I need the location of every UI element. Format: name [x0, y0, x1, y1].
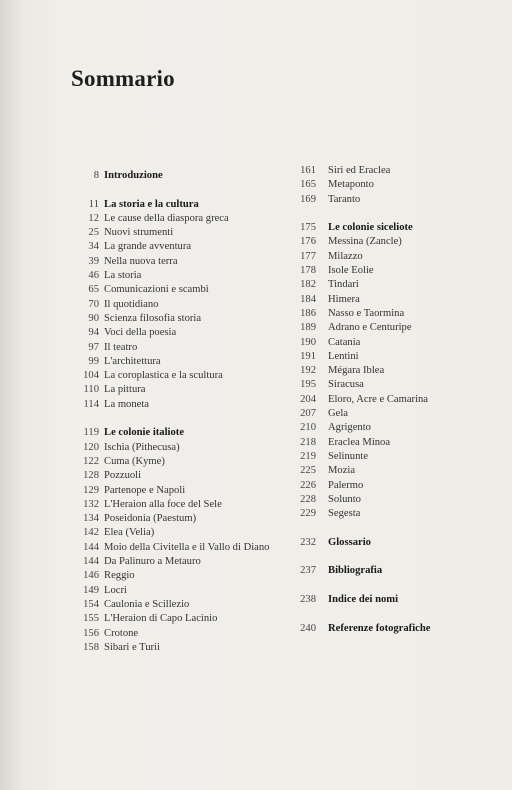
toc-entry [294, 421, 504, 435]
toc-page-number: 46 [88, 270, 99, 282]
toc-entry [78, 627, 288, 641]
toc-spacer [78, 412, 288, 426]
toc-page-number: 94 [88, 327, 99, 339]
toc-page-number: 8 [93, 170, 99, 181]
toc-page-number: 232 [300, 536, 316, 548]
toc-entry [78, 641, 288, 655]
toc-entry [78, 326, 288, 340]
toc-entry [294, 278, 504, 292]
toc-entry [294, 393, 504, 407]
toc-page-number: 70 [88, 298, 99, 310]
toc-entry-title: La storia e la cultura [104, 198, 199, 210]
toc-page-number: 225 [300, 465, 316, 477]
toc-entry-title: Catania [328, 336, 361, 348]
toc-entry [78, 612, 288, 626]
toc-entry-title: Siri ed Eraclea [328, 165, 391, 176]
toc-page-number: 204 [300, 393, 316, 405]
toc-entry [294, 378, 504, 392]
toc-entry-title: Introduzione [104, 170, 163, 181]
toc-page-number: 128 [83, 470, 99, 482]
toc-page-number: 207 [300, 408, 316, 420]
toc-page-number: 12 [88, 212, 99, 224]
toc-entry-title: Nuovi strumenti [104, 227, 174, 239]
toc-page-number: 240 [300, 622, 316, 634]
toc-entry [78, 555, 288, 569]
toc-spacer [294, 579, 504, 593]
toc-page-number: 39 [88, 255, 99, 267]
toc-spacer [294, 550, 504, 564]
toc-section-heading [294, 593, 504, 607]
toc-entry-title: Lentini [328, 350, 359, 362]
toc-page-number: 120 [83, 441, 99, 453]
toc-entry-title: Glossario [328, 536, 371, 548]
toc-entry-title: Selinunte [328, 450, 369, 462]
toc-entry-title: Tindari [328, 279, 359, 291]
toc-entry-title: Isole Eolie [328, 265, 374, 277]
toc-entry [78, 512, 288, 526]
toc-page-number: 178 [300, 265, 316, 277]
toc-entry [294, 250, 504, 264]
toc-page-number: 177 [300, 250, 316, 262]
toc-entry-title: Siracusa [328, 379, 364, 391]
toc-entry [294, 350, 504, 364]
toc-entry-title: Il teatro [104, 341, 138, 353]
toc-entry-title: La storia [104, 270, 142, 282]
toc-spacer [294, 607, 504, 621]
toc-entry [78, 455, 288, 469]
toc-entry [78, 255, 288, 269]
toc-entry-title: Agrigento [328, 422, 371, 434]
toc-page-number: 192 [300, 365, 316, 377]
toc-entry-title: Le colonie italiote [104, 427, 185, 439]
toc-entry-title: Elea (Velia) [104, 527, 155, 539]
toc-page-number: 90 [88, 312, 99, 324]
toc-page-number: 155 [83, 613, 99, 625]
toc-entry-title: Comunicazioni e scambi [104, 284, 209, 296]
toc-entry-title: Gela [328, 408, 348, 420]
toc-entry [294, 436, 504, 450]
toc-spacer [294, 207, 504, 221]
toc-page-number: 144 [83, 541, 99, 553]
toc-page-number: 175 [300, 222, 316, 234]
toc-entry [78, 469, 288, 483]
toc-page-number: 190 [300, 336, 316, 348]
toc-column-left [78, 169, 288, 655]
toc-entry [78, 441, 288, 455]
toc-entry [294, 193, 504, 207]
toc-entry-title: Metaponto [328, 179, 374, 191]
toc-entry-title: Le cause della diaspora greca [104, 212, 229, 224]
toc-entry-title: Adrano e Centuripe [328, 322, 412, 334]
toc-page-number: 238 [300, 593, 316, 605]
toc-page-number: 134 [83, 513, 99, 525]
toc-entry [78, 355, 288, 369]
toc-entry-title: Nella nuova terra [104, 255, 178, 267]
toc-page-number: 156 [83, 627, 99, 639]
toc-page-number: 104 [83, 370, 99, 382]
toc-entry-title: L'architettura [104, 355, 161, 367]
toc-page-number: 122 [83, 455, 99, 467]
toc-page-number: 99 [88, 355, 99, 367]
toc-entry [294, 336, 504, 350]
toc-entry-title: Mégara Iblea [328, 365, 385, 377]
toc-entry-title: Messina (Zancle) [328, 236, 402, 248]
toc-page-number: 210 [300, 422, 316, 434]
toc-entry-title: Cuma (Kyme) [104, 455, 165, 467]
toc-entry-title: Moio della Civitella e il Vallo di Diano [104, 541, 270, 553]
toc-page-number: 119 [83, 427, 99, 439]
toc-column-right [294, 164, 504, 636]
toc-entry-title: Eraclea Minoa [328, 436, 391, 448]
toc-page-number: 219 [300, 450, 316, 462]
toc-spacer [78, 183, 288, 197]
toc-page-number: 114 [83, 398, 99, 410]
toc-entry-title: Taranto [328, 193, 361, 205]
toc-page-number: 154 [83, 598, 99, 610]
toc-page-number: 165 [300, 179, 316, 191]
toc-section-heading [294, 221, 504, 235]
toc-page-number: 34 [88, 241, 99, 253]
toc-entry [78, 541, 288, 555]
toc-entry-title: La moneta [104, 398, 150, 410]
toc-page-number: 132 [83, 498, 99, 510]
toc-page-number: 129 [83, 484, 99, 496]
toc-entry [78, 283, 288, 297]
toc-entry-title: Ischia (Pithecusa) [104, 441, 180, 453]
toc-page-number: 228 [300, 493, 316, 505]
toc-entry-title: Voci della poesia [104, 327, 177, 339]
toc-page-number: 97 [88, 341, 99, 353]
toc-entry [294, 307, 504, 321]
toc-entry [78, 226, 288, 240]
toc-section-heading [78, 169, 288, 183]
toc-entry-title: Reggio [104, 570, 135, 582]
toc-entry [294, 178, 504, 192]
toc-entry-title: Da Palinuro a Metauro [104, 556, 201, 568]
page-title: Sommario [71, 66, 175, 91]
toc-entry-title: La grande avventura [104, 241, 192, 253]
toc-entry [294, 464, 504, 478]
toc-entry [78, 526, 288, 540]
toc-page-number: 110 [83, 384, 99, 396]
toc-section-heading [294, 536, 504, 550]
toc-section-heading [294, 622, 504, 636]
toc-entry [78, 598, 288, 612]
toc-page-number: 186 [300, 307, 316, 319]
toc-entry-title: L'Heraion alla foce del Sele [104, 498, 222, 510]
toc-entry [294, 264, 504, 278]
toc-entry-title: Indice dei nomi [328, 593, 399, 605]
toc-section-heading [78, 426, 288, 440]
toc-entry [294, 479, 504, 493]
toc-entry-title: Partenope e Napoli [104, 484, 186, 496]
toc-entry-title: Palermo [328, 479, 364, 491]
toc-section-heading [294, 564, 504, 578]
toc-page-number: 229 [300, 508, 316, 520]
toc-page-number: 169 [300, 193, 316, 205]
toc-entry-title: Referenze fotografiche [328, 622, 431, 634]
toc-page-number: 226 [300, 479, 316, 491]
toc-entry-title: L'Heraion di Capo Lacinio [104, 613, 218, 625]
toc-entry [294, 321, 504, 335]
toc-page-number: 158 [83, 641, 99, 653]
toc-page-number: 176 [300, 236, 316, 248]
toc-entry [294, 407, 504, 421]
toc-page-number: 25 [88, 227, 99, 239]
toc-entry [78, 240, 288, 254]
toc-page-number: 144 [83, 556, 99, 568]
toc-entry-title: Milazzo [328, 250, 363, 262]
toc-entry-title: Il quotidiano [104, 298, 159, 310]
toc-page-number: 146 [83, 570, 99, 582]
toc-entry [78, 312, 288, 326]
toc-page-number: 218 [300, 436, 316, 448]
toc-page-number: 149 [83, 584, 99, 596]
toc-entry-title: Locri [104, 584, 127, 596]
toc-page-number: 189 [300, 322, 316, 334]
toc-entry [294, 493, 504, 507]
toc-page-number: 65 [88, 284, 99, 296]
toc-entry-title: Sibari e Turii [104, 641, 160, 653]
toc-entry [294, 164, 504, 178]
toc-page-number: 195 [300, 379, 316, 391]
toc-entry-title: La pittura [104, 384, 146, 396]
toc-entry [78, 584, 288, 598]
toc-entry [78, 383, 288, 397]
toc-entry-title: Le colonie siceliote [328, 222, 413, 234]
toc-entry-title: Crotone [104, 627, 139, 639]
toc-entry-title: Himera [328, 293, 360, 305]
toc-entry-title: Segesta [328, 508, 361, 520]
toc-entry [294, 364, 504, 378]
toc-entry-title: La coroplastica e la scultura [104, 370, 223, 382]
toc-page-number: 161 [300, 165, 316, 176]
toc-entry [78, 369, 288, 383]
toc-entry [294, 450, 504, 464]
toc-page-number: 191 [300, 350, 316, 362]
toc-entry-title: Caulonia e Scillezio [104, 598, 190, 610]
toc-spacer [294, 521, 504, 535]
toc-entry [78, 298, 288, 312]
toc-page-number: 11 [88, 198, 99, 210]
toc-entry [78, 269, 288, 283]
toc-page-number: 142 [83, 527, 99, 539]
toc-entry [78, 498, 288, 512]
toc-page-number: 182 [300, 279, 316, 291]
toc-entry [78, 484, 288, 498]
toc-entry [294, 507, 504, 521]
toc-entry [294, 293, 504, 307]
toc-entry-title: Poseidonia (Paestum) [104, 513, 197, 525]
toc-entry-title: Scienza filosofia storia [104, 312, 202, 324]
toc-section-heading [78, 198, 288, 212]
toc-entry [78, 341, 288, 355]
toc-entry [78, 212, 288, 226]
toc-entry-title: Mozia [328, 465, 356, 477]
toc-entry-title: Eloro, Acre e Camarina [328, 393, 429, 405]
toc-entry-title: Bibliografia [328, 565, 383, 577]
toc-entry [294, 235, 504, 249]
toc-entry [78, 398, 288, 412]
toc-entry-title: Solunto [328, 493, 361, 505]
toc-entry [78, 569, 288, 583]
toc-page-number: 237 [300, 565, 316, 577]
toc-entry-title: Nasso e Taormina [328, 307, 405, 319]
toc-page-number: 184 [300, 293, 316, 305]
toc-entry-title: Pozzuoli [104, 470, 142, 482]
